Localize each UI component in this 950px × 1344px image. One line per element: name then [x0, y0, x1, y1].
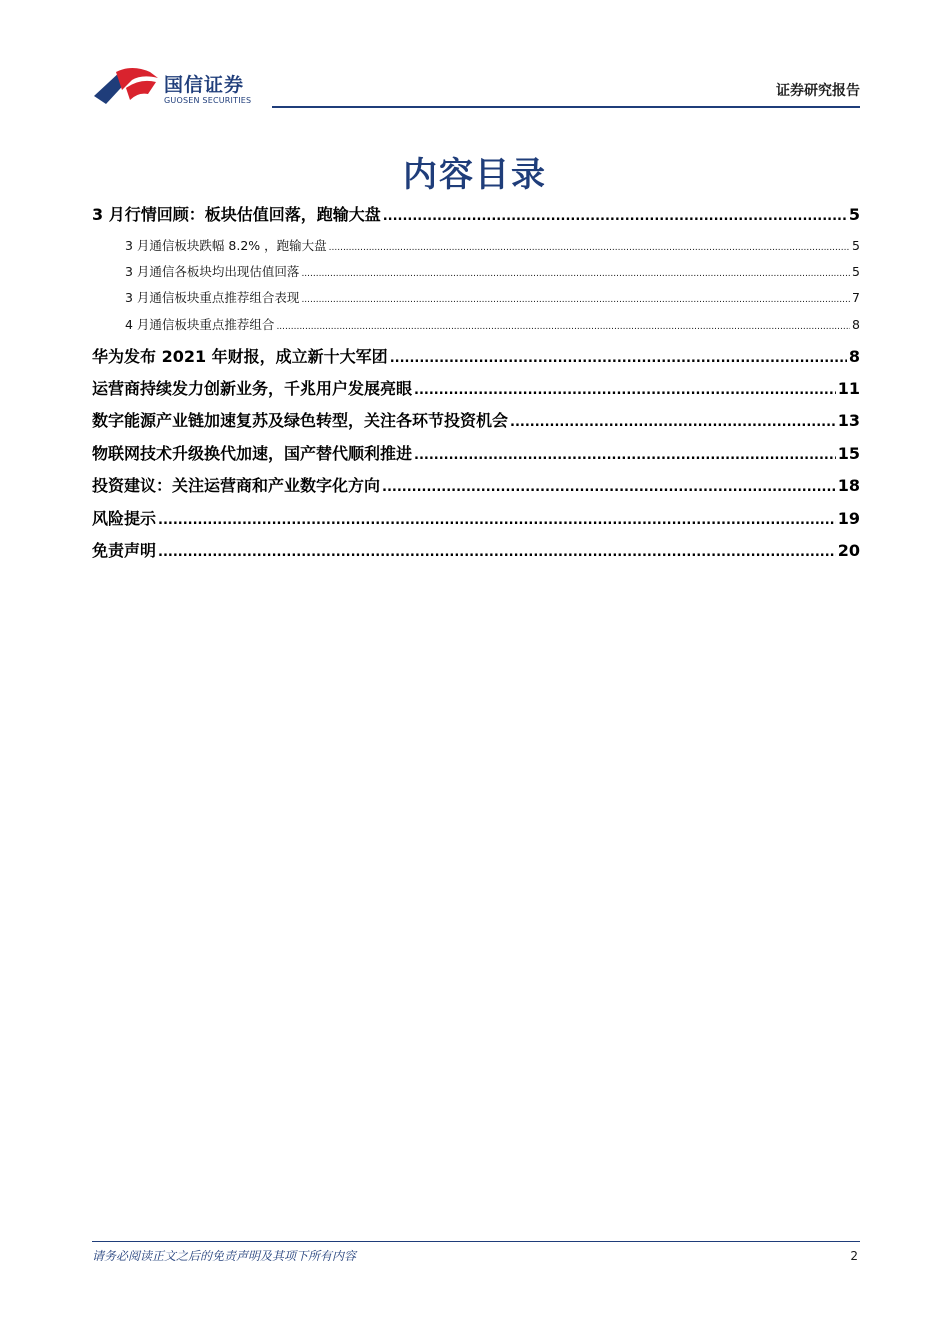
toc-leader-dots	[510, 415, 836, 430]
header-divider	[272, 106, 860, 108]
toc-entry-label: 4 月通信板块重点推荐组合	[125, 317, 275, 332]
toc-entry[interactable]	[92, 538, 860, 561]
toc-leader-dots	[414, 383, 836, 398]
page-header	[92, 64, 860, 110]
toc-entry-page: 8	[848, 347, 860, 366]
toc-entry-label: 免责声明	[92, 541, 157, 560]
logo-text-cn: 国信证券	[164, 74, 245, 96]
toc-entry-label: 3 月通信板块重点推荐组合表现	[125, 290, 300, 305]
toc-entry-label: 数字能源产业链加速复苏及绿色转型，关注各环节投资机会	[92, 411, 509, 430]
toc-entry-label: 风险提示	[92, 509, 157, 528]
toc-leader-dots	[301, 295, 850, 305]
toc-entry-page: 20	[837, 541, 860, 560]
toc-leader-dots	[382, 480, 836, 495]
toc-entry-page: 19	[837, 509, 860, 528]
toc-entry-label: 运营商持续发力创新业务，千兆用户发展亮眼	[92, 379, 413, 398]
toc-leader-dots	[301, 269, 850, 279]
footer-divider	[92, 1241, 860, 1242]
guosen-logo-icon	[92, 66, 160, 106]
footer-disclaimer: 请务必阅读正文之后的免责声明及其项下所有内容	[92, 1249, 357, 1263]
toc-entry[interactable]	[92, 288, 860, 306]
toc-entry-page: 8	[852, 317, 860, 332]
toc-entry-label: 3 月通信板块跌幅 8.2% ，跑输大盘	[125, 238, 327, 253]
toc-leader-dots	[383, 209, 847, 224]
page-number: 2	[850, 1249, 858, 1263]
toc-entry-page: 5	[852, 264, 860, 279]
guosen-logo	[92, 64, 262, 108]
toc-entry-label: 华为发布 2021 年财报，成立新十大军团	[92, 347, 388, 366]
toc-entry-page: 7	[852, 290, 860, 305]
toc-entry-label: 物联网技术升级换代加速，国产替代顺利推进	[92, 444, 413, 463]
toc-entry[interactable]	[92, 236, 860, 254]
report-type-label: 证券研究报告	[776, 83, 860, 99]
toc-entry-page: 11	[837, 379, 860, 398]
toc-entry-label: 投资建议：关注运营商和产业数字化方向	[92, 476, 381, 495]
toc-entry[interactable]	[92, 344, 860, 367]
toc-leader-dots	[414, 448, 836, 463]
toc-entry[interactable]	[92, 473, 860, 496]
toc-leader-dots	[329, 243, 850, 253]
toc-entry-page: 15	[837, 444, 860, 463]
toc-leader-dots	[158, 513, 836, 528]
toc-entry-label: 3 月行情回顾：板块估值回落，跑输大盘	[92, 205, 381, 224]
toc-entry-page: 5	[848, 205, 860, 224]
toc-entry[interactable]	[92, 441, 860, 464]
toc-entry-page: 13	[837, 411, 860, 430]
toc-entry[interactable]	[92, 315, 860, 333]
toc-entry[interactable]	[92, 506, 860, 529]
toc-entry[interactable]	[92, 202, 860, 225]
toc-entry-page: 18	[837, 476, 860, 495]
toc-leader-dots	[390, 351, 847, 366]
toc-leader-dots	[276, 322, 850, 332]
toc-entry[interactable]	[92, 376, 860, 399]
toc-entry[interactable]	[92, 262, 860, 280]
toc-leader-dots	[158, 545, 836, 560]
toc-title: 内容目录	[403, 155, 547, 195]
toc-entry-label: 3 月通信各板块均出现估值回落	[125, 264, 300, 279]
toc-entry-page: 5	[852, 238, 860, 253]
logo-text-en: GUOSEN SECURITIES	[164, 96, 252, 105]
toc-entry[interactable]	[92, 408, 860, 431]
